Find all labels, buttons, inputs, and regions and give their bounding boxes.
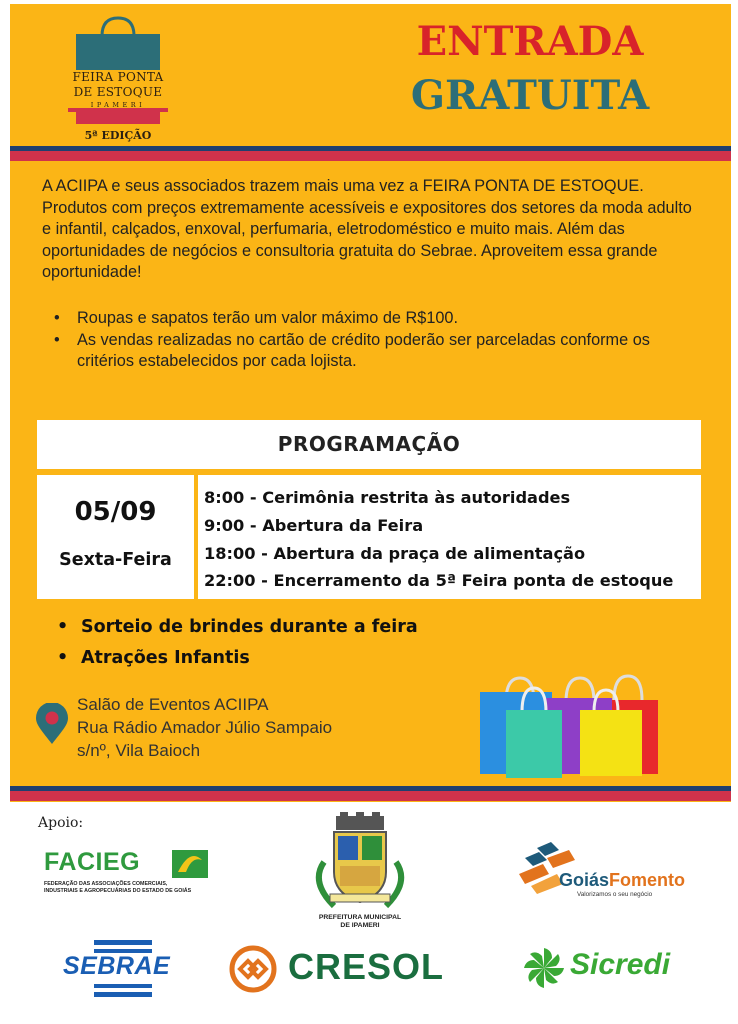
sicredi-mark-icon: [522, 946, 566, 990]
program-date: 05/09: [74, 497, 157, 527]
stripe-red-bottom: [10, 791, 731, 801]
schedule-item: 9:00 - Abertura da Feira: [204, 515, 424, 535]
logo-line-1: FEIRA PONTA: [72, 70, 164, 84]
facieg-subtitle-line-2: INDUSTRIAIS E AGROPECUÁRIAS DO ESTADO DE GOIÁS: [44, 888, 192, 894]
headline-entrada: ENTRADA: [416, 18, 644, 65]
schedule-item: 22:00 - Encerramento da 5ª Feira ponta de estoque: [204, 571, 674, 591]
sicredi-name: Sicredi: [570, 948, 671, 981]
logo-edition: 5ª EDIÇÃO: [84, 129, 152, 142]
address-line-3: s/nº, Vila Baioch: [77, 741, 201, 760]
logo-line-3: IPAMERI: [90, 101, 146, 109]
extra-item: • Atrações Infantis: [56, 643, 418, 674]
stripe-red: [10, 151, 731, 161]
prefeitura-line-2: DE IPAMERI: [340, 922, 380, 929]
address-line-2: Rua Rádio Amador Júlio Sampaio: [77, 718, 333, 737]
program-title: PROGRAMAÇÃO: [37, 420, 701, 469]
goias-fomento-name: [559, 870, 685, 891]
schedule-item: 8:00 - Cerimônia restrita às autoridades: [204, 488, 571, 507]
program-weekday: Sexta-Feira: [59, 550, 172, 570]
shopping-bags-icon: [476, 672, 666, 782]
support-label: Apoio:: [38, 815, 84, 831]
goias-name-part-2: Fomento: [609, 870, 686, 890]
city-crest-icon: [300, 812, 420, 912]
goias-name-part-1: Goiás: [559, 870, 610, 890]
facieg-subtitle: [44, 881, 210, 895]
event-address: [77, 693, 332, 762]
address-line-1: Salão de Eventos ACIIPA: [77, 695, 269, 714]
prefeitura-text: [300, 914, 420, 930]
facieg-name: FACIEG: [44, 848, 141, 876]
logo-line-2: DE ESTOQUE: [73, 85, 163, 99]
facieg-mark-icon: [172, 850, 208, 878]
sicredi-logo: [522, 946, 671, 994]
cresol-name: CRESOL: [288, 946, 445, 987]
cresol-logo: [228, 944, 445, 998]
prefeitura-logo: [300, 812, 420, 934]
facieg-subtitle-line-1: FEDERAÇÃO DAS ASSOCIAÇÕES COMERCIAIS,: [44, 881, 168, 887]
goias-fomento-logo: [517, 840, 707, 902]
info-bullets: [42, 308, 702, 373]
extra-item: • Sorteio de brindes durante a feira: [56, 612, 418, 643]
feira-logo: [62, 14, 174, 150]
headline-gratuita: GRATUITA: [410, 72, 650, 119]
program-date-box: [37, 475, 194, 599]
bullet-item: • Roupas e sapatos terão um valor máximo de R$100.: [42, 308, 702, 330]
cresol-mark-icon: [228, 944, 278, 994]
goias-fomento-tagline: Valorizamos o seu negócio: [577, 891, 653, 898]
sebrae-logo: [60, 940, 182, 1004]
facieg-logo: [44, 846, 210, 902]
bullet-item: • As vendas realizadas no cartão de crédito poderão ser parceladas conforme os critérios estabelecidos por cada lojista.: [42, 330, 702, 373]
schedule-item: 18:00 - Abertura da praça de alimentação: [204, 543, 586, 563]
extras-list: [56, 612, 418, 674]
sebrae-name: SEBRAE: [63, 952, 171, 980]
location-pin-icon: [34, 703, 70, 745]
program-schedule: [198, 475, 701, 599]
intro-paragraph: A ACIIPA e seus associados trazem mais uma vez a FEIRA PONTA DE ESTOQUE. Produtos com preços extremamente acessíveis e expositores dos setores da moda adulto e infantil, calçados, enxoval, perfumaria, eletrodoméstico e muito mais. Além das oportunidades de negócios e consultoria gratuita do Sebrae. Aproveitem essa grande oportunidade!: [42, 177, 692, 281]
prefeitura-line-1: PREFEITURA MUNICIPAL: [318, 914, 402, 921]
